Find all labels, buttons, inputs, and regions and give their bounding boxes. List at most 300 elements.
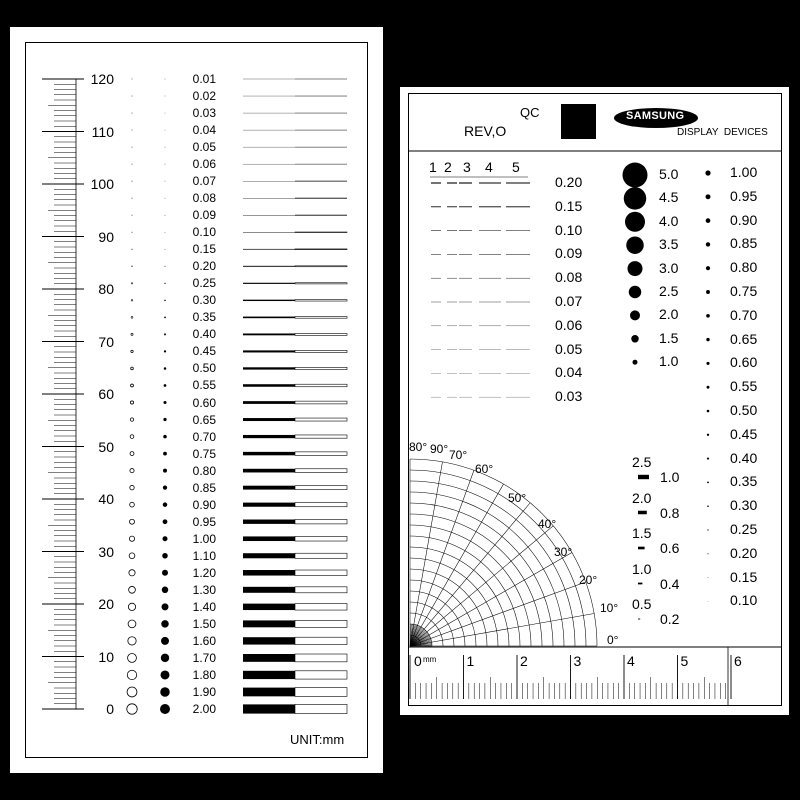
big-dot	[633, 360, 638, 365]
big-dot-label: 3.5	[659, 236, 679, 253]
big-dot	[626, 236, 644, 254]
ruler-label: 10	[98, 648, 114, 665]
filled-dot	[165, 79, 166, 80]
filled-dot	[165, 96, 166, 97]
ruler-label: 100	[90, 176, 114, 192]
size-label: 0.01	[192, 72, 216, 86]
big-dot	[628, 261, 643, 276]
filled-dot	[165, 232, 166, 233]
filled-dot	[165, 266, 166, 267]
gauge-rectangle	[638, 547, 645, 550]
filled-bar	[243, 570, 295, 576]
size-label: 0.09	[192, 208, 216, 223]
ruler-label: 30	[98, 543, 114, 560]
qc-label: QC	[520, 105, 540, 120]
filled-bar	[243, 350, 295, 352]
small-dot	[707, 553, 708, 554]
small-dot	[707, 434, 709, 436]
small-dot	[706, 266, 710, 270]
small-dot-label: 0.55	[730, 378, 758, 395]
size-label: 1.90	[192, 684, 216, 699]
filled-dot	[162, 570, 168, 576]
filled-dot	[163, 502, 168, 507]
outline-bar	[295, 587, 347, 593]
dash-column-label: 5	[512, 159, 520, 175]
outline-bar	[295, 604, 347, 610]
size-label: 0.02	[192, 89, 216, 104]
protractor-ray	[410, 503, 530, 646]
small-dot-label: 0.90	[730, 211, 758, 228]
size-label: 0.90	[192, 497, 216, 512]
size-label: 0.15	[192, 242, 216, 257]
hollow-dot	[127, 687, 137, 697]
outline-bar	[295, 418, 347, 421]
hollow-dot	[130, 519, 135, 524]
right-gauge-card	[400, 87, 789, 715]
size-label: 0.06	[192, 157, 216, 172]
outline-bar	[295, 350, 347, 352]
dash-column-label: 1	[429, 159, 437, 175]
filled-dot	[165, 181, 166, 182]
outline-bar	[295, 704, 347, 713]
size-label: 1.30	[192, 582, 216, 597]
big-dot-label: 2.5	[659, 283, 679, 299]
size-label: 0.07	[192, 174, 216, 189]
line-width-label: 0.15	[555, 197, 583, 214]
filled-bar	[243, 604, 295, 610]
small-dot	[707, 481, 709, 483]
filled-dot	[164, 401, 167, 404]
hollow-dot	[127, 704, 137, 714]
ruler-label: 50	[98, 438, 114, 455]
line-width-label: 0.06	[555, 316, 583, 333]
outline-bar	[295, 570, 347, 576]
big-dot	[629, 286, 642, 299]
small-dot	[706, 290, 710, 294]
hollow-dot	[129, 586, 136, 593]
small-dot	[707, 386, 710, 389]
filled-bar	[243, 704, 295, 713]
gauge-rectangle	[638, 511, 647, 515]
filled-bar	[243, 469, 295, 473]
filled-dot	[163, 418, 166, 421]
filled-dot	[163, 452, 167, 456]
small-dot-label: 0.25	[730, 521, 758, 537]
angle-label: 50°	[508, 491, 527, 505]
filled-dot	[164, 283, 165, 284]
rect-size-label: 1.0	[660, 469, 680, 485]
size-label: 1.50	[192, 616, 216, 631]
size-label: 0.25	[192, 276, 216, 291]
filled-dot	[161, 620, 169, 628]
angle-label: 70°	[449, 448, 468, 462]
small-dot-label: 0.85	[730, 235, 758, 252]
big-dot	[623, 163, 648, 188]
small-dot-label: 0.95	[730, 187, 758, 204]
outline-bar	[295, 249, 347, 250]
ruler-label: 6	[734, 653, 742, 669]
line-width-label: 0.08	[555, 269, 583, 286]
filled-dot	[165, 164, 166, 165]
hollow-dot	[131, 283, 132, 284]
small-dot	[706, 194, 711, 199]
line-width-label: 0.09	[555, 245, 583, 262]
filled-bar	[243, 520, 295, 524]
ruler-label: 110	[91, 123, 114, 140]
big-dot	[625, 212, 645, 232]
line-width-label: 0.03	[555, 388, 583, 405]
hollow-dot	[132, 113, 133, 114]
filled-dot	[164, 384, 167, 387]
small-dot-label: 1.00	[730, 164, 758, 180]
filled-dot	[163, 536, 168, 541]
filled-bar	[243, 283, 295, 284]
outline-bar	[295, 469, 347, 473]
size-label: 0.55	[192, 378, 216, 393]
small-dot	[706, 362, 709, 365]
filled-bar	[243, 620, 295, 627]
hollow-dot	[128, 603, 135, 610]
protractor-ray	[410, 526, 553, 646]
hollow-dot	[129, 536, 134, 541]
hollow-dot	[130, 418, 133, 421]
filled-dot	[161, 637, 169, 645]
ruler-label: 90	[98, 228, 114, 245]
angle-label: 80°	[409, 440, 428, 454]
outline-bar	[295, 654, 347, 662]
outline-bar	[295, 520, 347, 524]
filled-bar	[243, 333, 295, 335]
angle-label: 90°	[430, 442, 449, 456]
filled-dot	[165, 249, 166, 250]
brand-subtitle: DISPLAY DEVICES	[677, 127, 768, 138]
outline-bar	[295, 367, 347, 369]
filled-dot	[161, 654, 170, 663]
dash-column-label: 4	[485, 159, 493, 175]
filled-dot	[163, 435, 167, 439]
filled-bar	[243, 553, 295, 558]
size-label: 1.70	[192, 650, 216, 665]
small-dot-label: 0.60	[730, 354, 758, 371]
size-label: 0.50	[192, 361, 216, 376]
filled-bar	[243, 418, 295, 421]
ruler-label: 40	[98, 491, 114, 507]
size-label: 0.40	[192, 327, 216, 342]
size-label: 0.05	[192, 140, 216, 155]
hollow-dot	[131, 300, 133, 302]
small-dot	[705, 170, 710, 175]
outline-bar	[295, 620, 347, 627]
filled-dot	[163, 519, 168, 524]
filled-dot	[164, 333, 166, 335]
ruler-label: 80	[98, 281, 114, 297]
hollow-dot	[132, 198, 133, 199]
hollow-dot	[129, 570, 135, 576]
line-width-label: 0.07	[555, 293, 583, 309]
ruler-label: 20	[98, 596, 114, 612]
size-label: 0.03	[192, 106, 216, 121]
big-dot	[630, 310, 640, 320]
size-label: 0.70	[192, 429, 216, 444]
small-dot	[706, 242, 710, 246]
hollow-dot	[132, 79, 133, 80]
rect-size-label: 1.0	[632, 560, 652, 577]
size-label: 1.80	[192, 667, 216, 682]
rect-size-label: 0.4	[660, 575, 680, 592]
filled-dot	[165, 198, 166, 199]
filled-bar	[243, 249, 295, 250]
size-label: 1.40	[192, 599, 216, 614]
hollow-dot	[132, 130, 133, 131]
angle-label: 0°	[607, 633, 619, 647]
small-dot	[706, 314, 710, 318]
size-label: 0.65	[192, 412, 216, 427]
gauge-rectangle	[638, 583, 642, 585]
size-label: 0.85	[192, 480, 216, 495]
hollow-dot	[130, 401, 133, 404]
ruler-label: 70	[98, 333, 114, 350]
ruler-label: 3	[573, 653, 582, 669]
size-label: 0.10	[192, 225, 216, 240]
filled-bar	[243, 587, 295, 593]
outline-bar	[295, 333, 347, 335]
line-width-label: 0.05	[555, 340, 583, 357]
big-dot-label: 2.0	[659, 306, 679, 323]
size-label: 1.60	[192, 633, 216, 648]
size-label: 0.30	[192, 293, 216, 308]
small-dot	[706, 338, 709, 341]
size-label: 0.75	[192, 446, 216, 461]
filled-bar	[243, 536, 295, 541]
filled-dot	[162, 553, 168, 559]
angle-label: 30°	[554, 545, 573, 559]
filled-bar	[243, 367, 295, 369]
filled-dot	[164, 350, 166, 352]
big-dot-label: 1.0	[659, 353, 679, 370]
filled-bar	[243, 503, 295, 507]
outline-bar	[295, 266, 347, 267]
small-dot	[707, 458, 709, 460]
small-dot-label: 0.15	[730, 568, 758, 585]
hollow-dot	[131, 384, 134, 387]
filled-dot	[162, 587, 169, 594]
hollow-dot	[132, 147, 133, 148]
small-dot-label: 0.40	[730, 449, 758, 466]
filled-dot	[162, 603, 169, 610]
filled-dot	[163, 469, 167, 473]
line-width-label: 0.04	[555, 364, 583, 381]
dash-column-label: 3	[463, 159, 471, 175]
small-dot-label: 0.65	[730, 330, 758, 347]
small-dot-label: 0.75	[730, 283, 758, 299]
ruler-label: 1	[466, 653, 475, 669]
hollow-dot	[130, 452, 134, 456]
filled-dot	[161, 670, 170, 679]
hollow-dot	[128, 620, 136, 628]
ruler-label: 4	[627, 653, 635, 669]
size-label: 1.20	[192, 565, 216, 580]
filled-bar	[243, 435, 295, 438]
filled-bar	[243, 401, 295, 404]
outline-bar	[295, 452, 347, 455]
small-dot-label: 0.45	[730, 425, 758, 442]
rect-size-label: 0.8	[660, 504, 680, 521]
small-dot	[708, 601, 709, 602]
filled-dot	[165, 147, 166, 148]
angle-label: 10°	[600, 601, 619, 615]
ruler-label: 120	[90, 71, 114, 87]
filled-dot	[165, 215, 166, 216]
protractor-ray	[410, 470, 474, 646]
outline-bar	[295, 435, 347, 438]
filled-dot	[160, 704, 170, 714]
big-dot-label: 4.0	[659, 212, 679, 229]
big-dot-label: 1.5	[659, 329, 679, 346]
hollow-dot	[131, 266, 132, 267]
rect-size-label: 1.5	[632, 525, 652, 541]
hollow-dot	[132, 181, 133, 182]
angle-label: 40°	[538, 517, 557, 531]
angle-label: 60°	[475, 462, 494, 476]
hollow-dot	[130, 469, 134, 473]
hollow-dot	[130, 502, 135, 507]
ruler-label: 0	[414, 653, 422, 669]
small-dot-label: 0.10	[730, 592, 758, 609]
ruler-label: 0	[106, 701, 114, 717]
outline-bar	[295, 317, 347, 319]
line-width-label: 0.10	[555, 221, 583, 238]
filled-bar	[243, 317, 295, 319]
hollow-dot	[128, 653, 137, 662]
filled-dot	[163, 486, 167, 490]
small-dot	[706, 218, 711, 223]
filled-bar	[243, 688, 295, 697]
hollow-dot	[132, 249, 133, 250]
filled-bar	[243, 452, 295, 455]
outline-bar	[295, 688, 347, 697]
hollow-dot	[132, 96, 133, 97]
outline-bar	[295, 553, 347, 558]
small-dot-label: 0.80	[730, 259, 758, 276]
dash-column-label: 2	[444, 159, 452, 175]
small-dot-label: 0.30	[730, 497, 758, 514]
big-dot-label: 5.0	[659, 166, 679, 182]
ruler-label: 60	[98, 386, 114, 402]
big-dot-label: 3.0	[659, 259, 679, 276]
small-dot-label: 0.50	[730, 402, 758, 418]
hollow-dot	[132, 164, 133, 165]
rect-size-label: 0.5	[632, 596, 652, 612]
big-dot	[624, 187, 647, 210]
brand-logo-text: SAMSUNG	[626, 110, 685, 122]
hollow-dot	[129, 553, 135, 559]
ruler-unit-label: mm	[423, 655, 437, 664]
hollow-dot	[128, 637, 136, 645]
outline-bar	[295, 486, 347, 490]
filled-dot	[164, 317, 166, 319]
small-dot-label: 0.70	[730, 306, 758, 323]
small-dot	[707, 529, 708, 530]
filled-bar	[243, 671, 295, 679]
size-label: 0.35	[192, 310, 216, 325]
filled-dot	[165, 113, 166, 114]
filled-bar	[243, 266, 295, 267]
left-gauge-card	[10, 27, 383, 773]
filled-dot	[164, 367, 167, 370]
rect-size-label: 0.6	[660, 540, 680, 556]
size-label: 1.10	[192, 548, 216, 563]
size-label: 0.60	[192, 395, 216, 410]
filled-bar	[243, 384, 295, 387]
size-label: 0.04	[192, 123, 216, 138]
hollow-dot	[131, 316, 133, 318]
size-label: 0.20	[192, 259, 216, 274]
size-label: 1.00	[192, 531, 216, 546]
protractor-ray	[410, 582, 586, 646]
gauge-rectangle	[638, 619, 640, 620]
hollow-dot	[132, 232, 133, 233]
outline-bar	[295, 503, 347, 507]
ruler-label: 2	[520, 653, 528, 669]
size-label: 0.08	[192, 191, 216, 206]
hollow-dot	[127, 670, 136, 679]
hollow-dot	[130, 435, 134, 439]
small-dot-label: 0.20	[730, 544, 758, 561]
filled-bar	[243, 637, 295, 644]
small-dot	[707, 505, 709, 507]
small-dot	[708, 577, 709, 578]
filled-bar	[243, 300, 295, 301]
small-dot-label: 0.35	[730, 473, 758, 490]
ruler-label: 5	[680, 653, 689, 669]
line-width-label: 0.20	[555, 174, 583, 190]
filled-dot	[165, 130, 166, 131]
rect-size-label: 0.2	[660, 611, 680, 627]
rect-size-label: 2.0	[632, 489, 652, 506]
outline-bar	[295, 401, 347, 404]
size-label: 0.45	[192, 344, 216, 359]
rect-size-label: 2.5	[632, 454, 652, 470]
small-dot	[707, 410, 710, 413]
qc-black-square	[561, 104, 596, 139]
unit-label: UNIT:mm	[290, 732, 345, 747]
right-card-graphics	[400, 87, 789, 715]
gauge-rectangle	[638, 475, 649, 479]
outline-bar	[295, 637, 347, 644]
size-label: 0.80	[192, 463, 216, 478]
outline-bar	[295, 536, 347, 541]
outline-bar	[295, 384, 347, 387]
filled-bar	[243, 486, 295, 490]
filled-bar	[243, 654, 295, 662]
angle-label: 20°	[579, 573, 598, 587]
big-dot	[631, 335, 639, 343]
filled-dot	[160, 687, 170, 697]
size-label: 2.00	[192, 702, 216, 716]
outline-bar	[295, 283, 347, 284]
hollow-dot	[131, 333, 133, 335]
hollow-dot	[131, 367, 134, 370]
rev-label: REV,O	[464, 123, 507, 139]
hollow-dot	[130, 485, 134, 489]
filled-dot	[164, 300, 166, 302]
outline-bar	[295, 300, 347, 301]
hollow-dot	[131, 350, 133, 352]
big-dot-label: 4.5	[659, 189, 679, 206]
outline-bar	[295, 671, 347, 679]
hollow-dot	[132, 215, 133, 216]
size-label: 0.95	[192, 514, 216, 529]
